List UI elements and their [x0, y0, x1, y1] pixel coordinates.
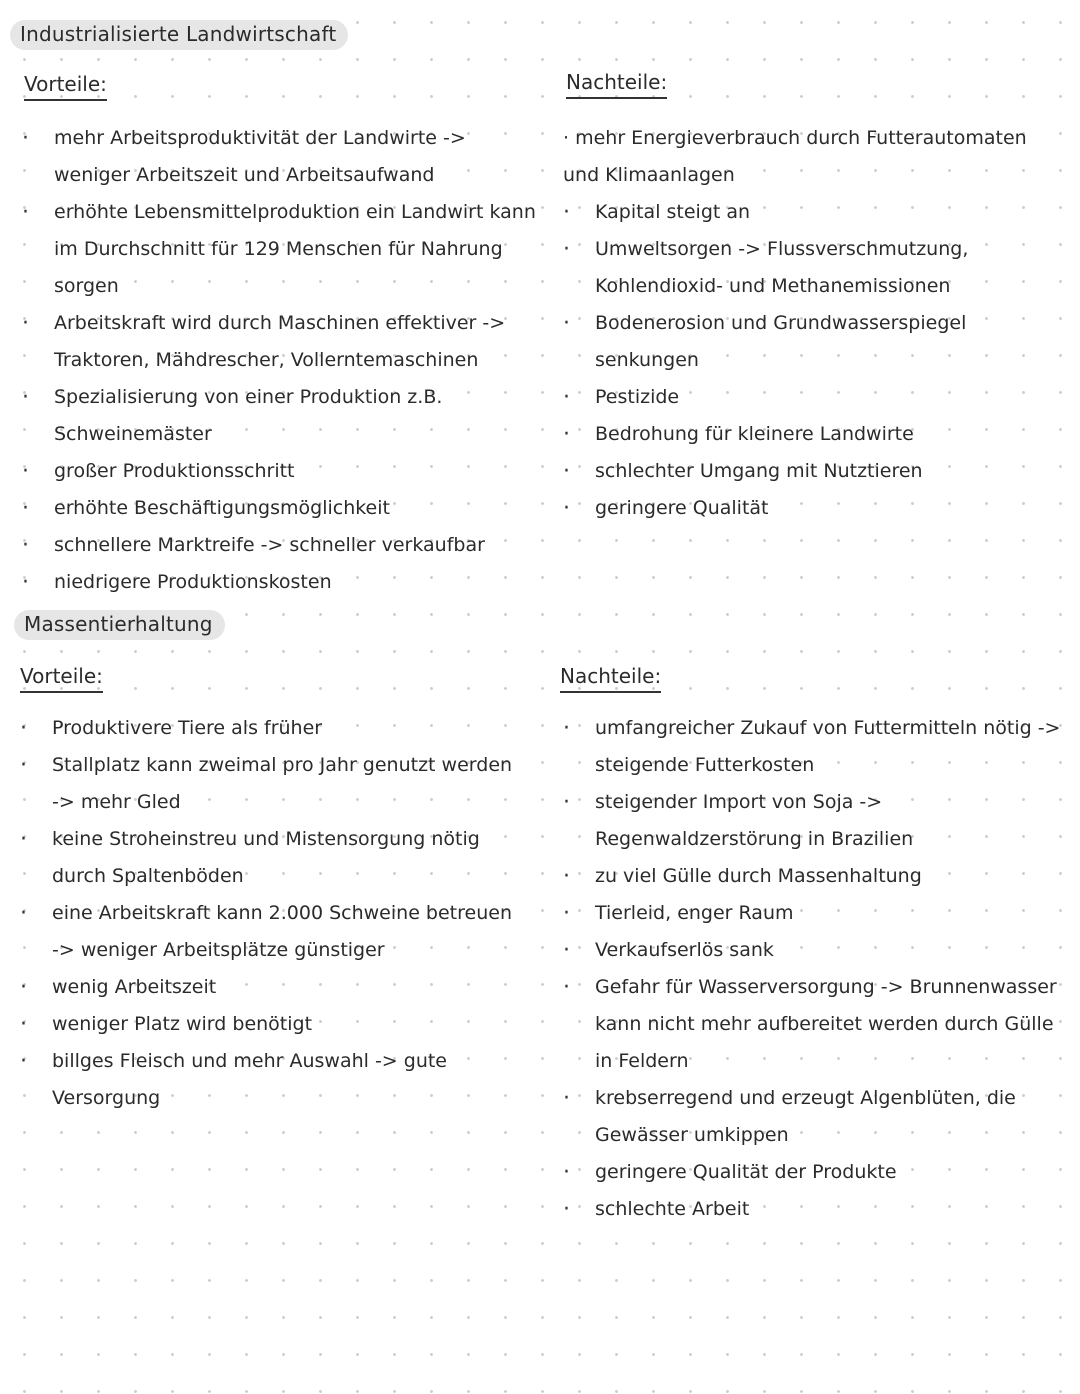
- list-item: · steigender Import von Soja -> Regenwaldzerstörung in Brazilien: [563, 784, 1063, 858]
- list-item: · weniger Platz wird benötigt: [20, 1006, 520, 1043]
- list-item: · Produktivere Tiere als früher: [20, 710, 520, 747]
- list-item: · Pestizide: [563, 379, 1063, 416]
- list-item: · geringere Qualität der Produkte: [563, 1154, 1063, 1191]
- list-item: · Bedrohung für kleinere Landwirte: [563, 416, 1063, 453]
- list-item: · eine Arbeitskraft kann 2.000 Schweine betreuen -> weniger Arbeitsplätze günstiger: [20, 895, 520, 969]
- section1-title: Industrialisierte Landwirtschaft: [10, 20, 348, 50]
- list-item: · geringere Qualität: [563, 490, 1063, 527]
- list-item: · großer Produktionsschritt: [22, 453, 542, 490]
- list-item: · Stallplatz kann zweimal pro Jahr genutzt werden -> mehr Gled: [20, 747, 520, 821]
- list-item: · Kapital steigt an: [563, 194, 1063, 231]
- list-item: · niedrigere Produktionskosten: [22, 564, 542, 601]
- list-item: · krebserregend und erzeugt Algenblüten, die Gewässer umkippen: [563, 1080, 1063, 1154]
- list-item: · Verkaufserlös sank: [563, 932, 1063, 969]
- section1-pros-list: [22, 120, 542, 601]
- section1-cons-list: [563, 194, 1063, 527]
- list-item: · Tierleid, enger Raum: [563, 895, 1063, 932]
- list-item: · schlechter Umgang mit Nutztieren: [563, 453, 1063, 490]
- list-item: · keine Stroheinstreu und Mistensorgung nötig durch Spaltenböden: [20, 821, 520, 895]
- list-item: · umfangreicher Zukauf von Futtermitteln nötig -> steigende Futterkosten: [563, 710, 1063, 784]
- list-item: · Bodenerosion und Grundwasserspiegel senkungen: [563, 305, 1063, 379]
- section1-pros-label: Vorteile:: [24, 72, 107, 101]
- section2-cons-list: [563, 710, 1063, 1228]
- section2-pros-list: [20, 710, 520, 1117]
- list-item: · Umweltsorgen -> Flussverschmutzung, Kohlendioxid- und Methanemissionen: [563, 231, 1063, 305]
- list-item: · schnellere Marktreife -> schneller verkaufbar: [22, 527, 542, 564]
- section2-cons-label: Nachteile:: [560, 664, 661, 693]
- list-item: · mehr Arbeitsproduktivität der Landwirte -> weniger Arbeitszeit und Arbeitsaufwand: [22, 120, 542, 194]
- section1-cons-first: · mehr Energieverbrauch durch Futterautomaten und Klimaanlagen: [563, 127, 1027, 186]
- list-item: · Arbeitskraft wird durch Maschinen effektiver -> Traktoren, Mähdrescher, Vollerntemaschinen: [22, 305, 542, 379]
- section2-pros-label: Vorteile:: [20, 664, 103, 693]
- section2-title: Massentierhaltung: [14, 610, 225, 640]
- list-item: · schlechte Arbeit: [563, 1191, 1063, 1228]
- list-item: · wenig Arbeitszeit: [20, 969, 520, 1006]
- list-item: · erhöhte Lebensmittelproduktion ein Landwirt kann im Durchschnitt für 129 Menschen für Nahrung sorgen: [22, 194, 542, 305]
- list-item: · billges Fleisch und mehr Auswahl -> gute Versorgung: [20, 1043, 520, 1117]
- list-item: · Gefahr für Wasserversorgung -> Brunnenwasser kann nicht mehr aufbereitet werden durch Gülle in Feldern: [563, 969, 1063, 1080]
- list-item: · Spezialisierung von einer Produktion z.B. Schweinemäster: [22, 379, 542, 453]
- list-item: · erhöhte Beschäftigungsmöglichkeit: [22, 490, 542, 527]
- section1-cons-label: Nachteile:: [566, 70, 667, 99]
- list-item: · zu viel Gülle durch Massenhaltung: [563, 858, 1063, 895]
